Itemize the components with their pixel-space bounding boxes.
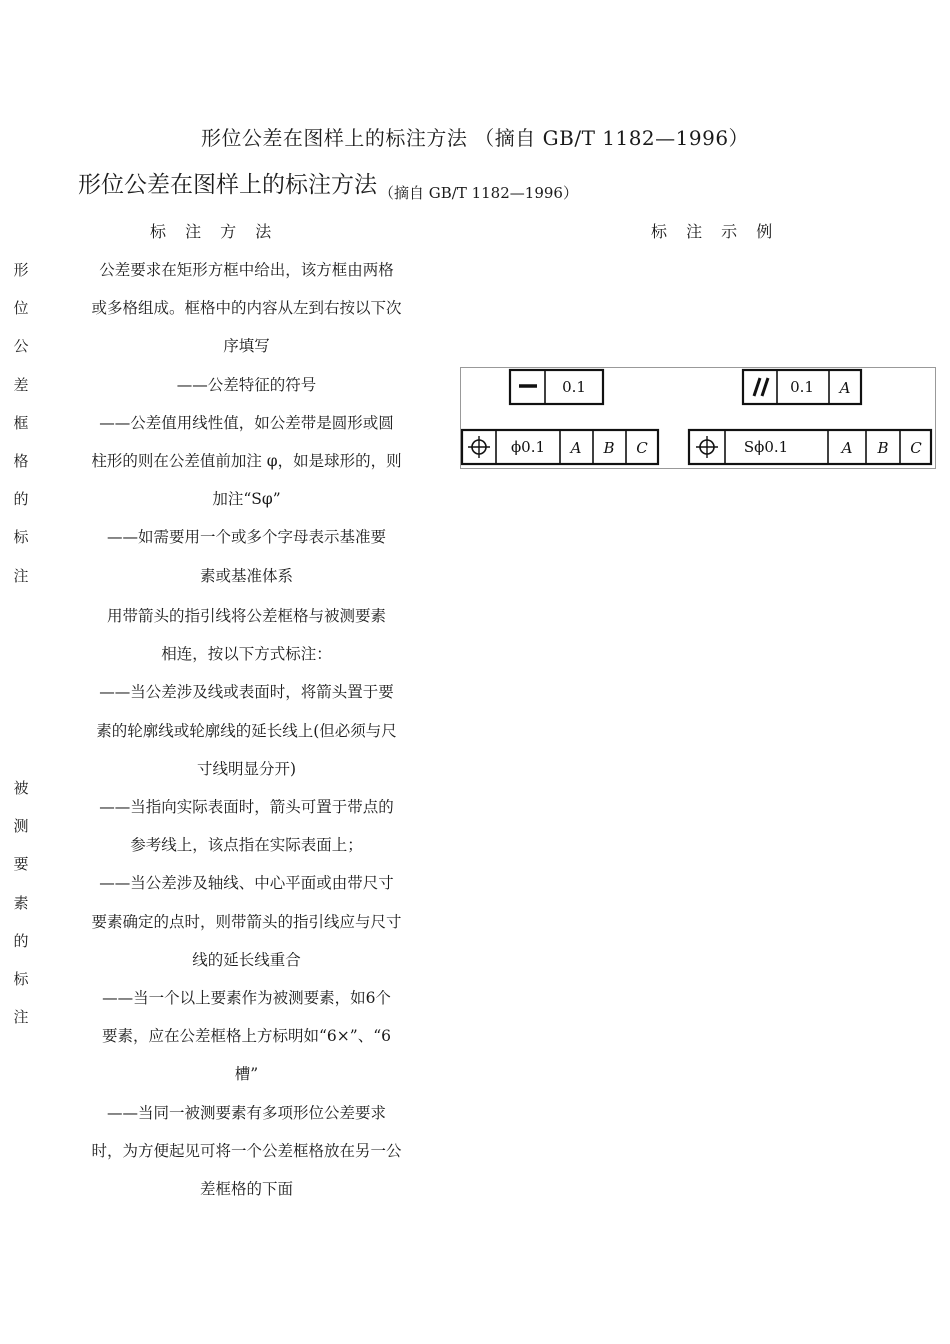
page-subtitle — [78, 166, 578, 202]
frame-datum: A — [841, 439, 853, 457]
vertical-char: 测 — [13, 817, 29, 836]
body-line: 或多格组成。框格中的内容从左到右按以下次 — [91, 299, 402, 318]
body-line: 素或基准体系 — [199, 566, 293, 585]
position-icon — [468, 436, 490, 458]
column-header-example: 标 注 示 例 — [651, 222, 780, 241]
section1-vertical-label — [12, 251, 30, 595]
section2-body — [80, 597, 413, 1208]
vertical-char: 标 — [13, 528, 29, 547]
tolerance-frames-figure — [461, 368, 935, 468]
body-line: 寸线明显分开) — [196, 759, 297, 778]
vertical-char: 框 — [13, 413, 29, 432]
frame-datum: C — [636, 439, 648, 457]
body-line: 槽” — [234, 1065, 259, 1084]
vertical-char: 公 — [13, 337, 29, 356]
column-header-method: 标 注 方 法 — [150, 222, 279, 241]
body-line: ——当公差涉及轴线、中心平面或由带尺寸 — [99, 874, 394, 893]
vertical-char: 格 — [13, 452, 29, 471]
frame-position-spherical — [689, 430, 931, 464]
body-line: 要素确定的点时，则带箭头的指引线应与尺寸 — [91, 912, 402, 931]
vertical-char: 位 — [13, 299, 29, 318]
position-icon — [696, 436, 718, 458]
vertical-char: 形 — [13, 261, 29, 279]
vertical-char: 的 — [13, 490, 29, 509]
body-line: ——当同一被测要素有多项形位公差要求 — [106, 1103, 386, 1122]
body-line: 参考线上，该点指在实际表面上； — [130, 836, 363, 855]
frame-datum: C — [910, 439, 922, 457]
section2-vertical-label — [12, 769, 30, 1036]
vertical-char: 被 — [13, 779, 29, 797]
vertical-char: 的 — [13, 931, 29, 950]
frame-datum: A — [570, 439, 582, 457]
body-line: 序填写 — [223, 337, 270, 356]
body-line: 差框格的下面 — [199, 1180, 293, 1199]
parallelism-icon — [754, 378, 768, 396]
frame-datum: B — [603, 439, 615, 457]
frame-datum: B — [877, 439, 889, 457]
body-line: ——当公差涉及线或表面时，将箭头置于要 — [99, 683, 394, 702]
body-line: 时，为方便起见可将一个公差框格放在另一公 — [91, 1141, 402, 1160]
body-line: 加注“Sφ” — [212, 490, 281, 509]
frame-datum: A — [839, 379, 851, 397]
section1-body — [80, 251, 413, 595]
frame-value: 0.1 — [562, 378, 586, 396]
frame-parallelism — [743, 370, 861, 404]
frame-value: 0.1 — [790, 378, 814, 396]
vertical-char: 标 — [13, 970, 29, 989]
frame-value: ϕ0.1 — [510, 438, 546, 456]
vertical-char: 要 — [13, 855, 29, 874]
frame-straightness — [510, 370, 603, 404]
frame-value: Sϕ0.1 — [743, 438, 789, 456]
body-line: ——公差特征的符号 — [176, 375, 317, 394]
body-line: 柱形的则在公差值前加注 φ，如是球形的，则 — [91, 452, 402, 471]
subtitle-note: （摘自 GB/T 1182—1996） — [379, 184, 578, 202]
body-line: 要素，应在公差框格上方标明如“6×”、“6 — [102, 1027, 391, 1046]
subtitle-text: 形位公差在图样上的标注方法 — [78, 172, 377, 198]
page-title: 形位公差在图样上的标注方法 （摘自 GB/T 1182—1996） — [200, 126, 750, 150]
body-line: 用带箭头的指引线将公差框格与被测要素 — [106, 607, 386, 625]
body-line: 公差要求在矩形方框中给出，该方框由两格 — [99, 261, 394, 279]
body-line: 线的延长线重合 — [192, 950, 301, 969]
vertical-char: 注 — [13, 566, 29, 585]
body-line: ——当指向实际表面时，箭头可置于带点的 — [99, 798, 394, 817]
body-line: ——如需要用一个或多个字母表示基准要 — [106, 528, 386, 547]
body-line: 相连，按以下方式标注： — [161, 645, 332, 664]
vertical-char: 注 — [13, 1008, 29, 1027]
body-line: ——当一个以上要素作为被测要素，如6个 — [102, 989, 391, 1008]
tolerance-frame-examples — [460, 367, 936, 469]
body-line: 素的轮廓线或轮廓线的延长线上(但必须与尺 — [96, 721, 397, 740]
vertical-char: 差 — [13, 375, 29, 394]
body-line: ——公差值用线性值，如公差带是圆形或圆 — [99, 413, 394, 432]
frame-position-cylindrical — [462, 430, 658, 464]
vertical-char: 素 — [13, 893, 29, 912]
